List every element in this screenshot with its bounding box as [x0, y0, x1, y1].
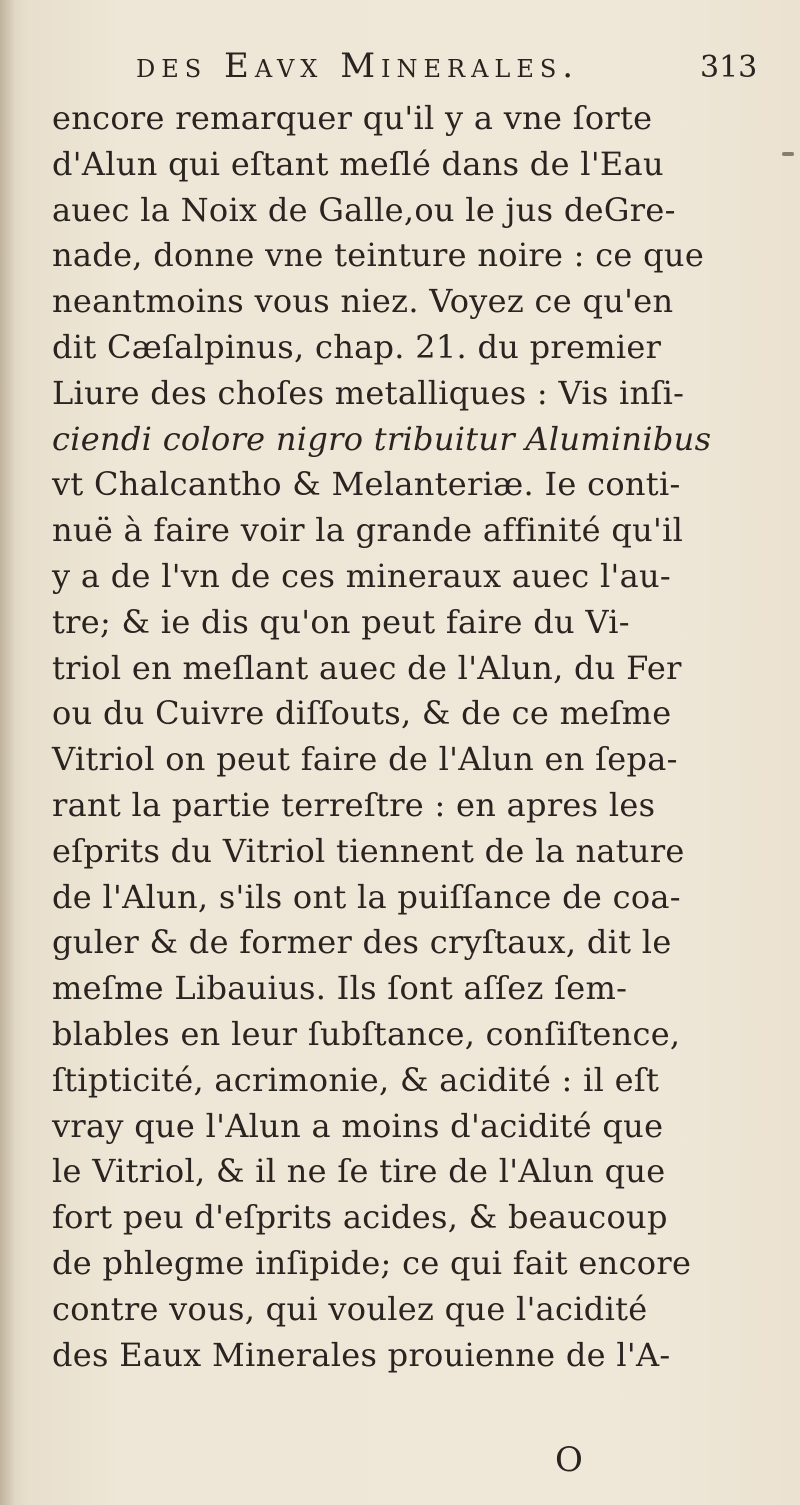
text-line: rant la partie terreſtre : en apres les: [52, 785, 656, 824]
latin-quote-line: ciendi colore nigro tribuitur Aluminibus: [52, 419, 712, 458]
paper-mark: [782, 152, 794, 156]
text-line: nade, donne vne teinture noire : ce que: [52, 236, 705, 275]
page-gutter: [0, 0, 14, 1505]
signature-mark: O: [555, 1440, 583, 1480]
text-line: neantmoins vous niez. Voyez ce qu'en: [52, 282, 674, 321]
text-line: fort peu d'eſprits acides, & beaucoup: [52, 1198, 668, 1237]
text-line: ſtipticité, acrimonie, & acidité : il eſt: [52, 1060, 660, 1099]
text-line: guler & de former des cryſtaux, dit le: [52, 923, 672, 962]
text-line: vray que l'Alun a moins d'acidité que: [52, 1106, 664, 1145]
text-line: encore remarquer qu'il y a vne ſorte: [52, 99, 653, 137]
body-text: [52, 96, 712, 1378]
text-line: Liure des choſes metalliques : Vis inſi-: [52, 373, 685, 412]
text-line: eſprits du Vitriol tiennent de la nature: [52, 831, 685, 870]
text-line: vt Chalcantho & Melanteriæ. Ie conti-: [52, 465, 681, 504]
text-line: contre vous, qui voulez que l'acidité: [52, 1289, 648, 1328]
text-line: de l'Alun, s'ils ont la puiſſance de coa-: [52, 877, 681, 916]
text-line: y a de l'vn de ces mineraux auec l'au-: [52, 556, 672, 595]
text-line: d'Alun qui eſtant meſlé dans de l'Eau: [52, 144, 664, 183]
text-line: tre; & ie dis qu'on peut faire du Vi-: [52, 602, 630, 641]
running-title: des Eavx Minerales.: [136, 46, 580, 86]
text-line: nuë à faire voir la grande affinité qu'il: [52, 511, 684, 550]
text-line: Vitriol on peut faire de l'Alun en ſepa-: [52, 740, 678, 779]
page-header: [0, 46, 800, 96]
page-footer: [0, 1440, 800, 1490]
text-line: des Eaux Minerales prouienne de l'A-: [52, 1335, 671, 1374]
text-line: dit Cæſalpinus, chap. 21. du premier: [52, 327, 662, 366]
text-line: triol en meſlant auec de l'Alun, du Fer: [52, 648, 682, 687]
text-line: de phlegme inſipide; ce qui fait encore: [52, 1243, 692, 1282]
text-line: le Vitriol, & il ne ſe tire de l'Alun que: [52, 1152, 666, 1191]
text-line: ou du Cuivre diſſouts, & de ce meſme: [52, 694, 672, 733]
text-line: meſme Libauius. Ils ſont aſſez ſem-: [52, 969, 628, 1008]
text-line: auec la Noix de Galle,ou le jus deGre-: [52, 190, 676, 229]
page-number: 313: [700, 50, 758, 85]
text-line: blables en leur ſubſtance, conſiſtence,: [52, 1014, 681, 1053]
